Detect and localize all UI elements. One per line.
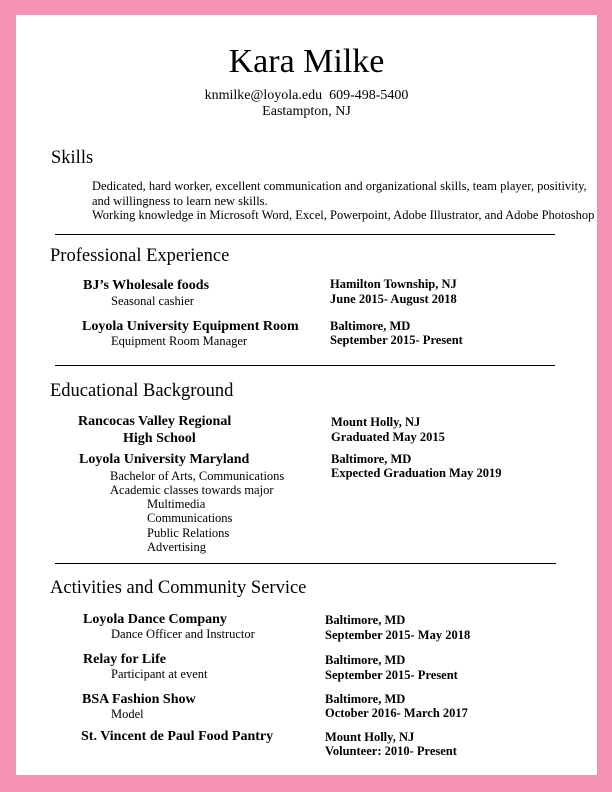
- education-dates: Graduated May 2015: [331, 430, 445, 444]
- activity-title: St. Vincent de Paul Food Pantry: [81, 729, 274, 744]
- class-item: Multimedia: [147, 497, 206, 511]
- class-item: Communications: [147, 511, 233, 525]
- activity-location: Mount Holly, NJ: [325, 730, 415, 744]
- skills-heading: Skills: [51, 148, 94, 168]
- divider: [55, 234, 555, 235]
- experience-role: Equipment Room Manager: [111, 334, 248, 348]
- skills-line-2: and willingness to learn new skills.: [92, 194, 268, 208]
- activity-dates: September 2015- Present: [325, 668, 458, 682]
- classes-label: Academic classes towards major: [110, 483, 274, 497]
- activities-heading: Activities and Community Service: [50, 578, 307, 598]
- class-item: Public Relations: [147, 526, 230, 540]
- experience-dates: June 2015- August 2018: [330, 292, 457, 306]
- experience-location: Hamilton Township, NJ: [330, 277, 457, 291]
- class-item: Advertising: [147, 540, 207, 554]
- activity-role: Model: [111, 707, 144, 721]
- education-title: High School: [123, 431, 196, 446]
- activity-location: Baltimore, MD: [325, 613, 406, 627]
- activity-location: Baltimore, MD: [325, 653, 406, 667]
- activity-location: Baltimore, MD: [325, 692, 406, 706]
- activity-title: Relay for Life: [83, 652, 166, 667]
- email: knmilke@loyola.edu: [204, 88, 323, 103]
- activity-title: BSA Fashion Show: [82, 692, 196, 707]
- phone: 609-498-5400: [329, 88, 409, 103]
- activity-title: Loyola Dance Company: [83, 612, 227, 627]
- resume-page: [16, 15, 597, 775]
- resume-name: Kara Milke: [228, 43, 385, 80]
- experience-location: Baltimore, MD: [330, 319, 411, 333]
- education-dates: Expected Graduation May 2019: [331, 466, 502, 480]
- activity-dates: September 2015- May 2018: [325, 628, 471, 642]
- contact-line: [16, 88, 597, 104]
- activity-role: Participant at event: [111, 667, 208, 681]
- experience-title: Loyola University Equipment Room: [82, 319, 299, 334]
- education-title: Loyola University Maryland: [79, 452, 250, 467]
- experience-dates: September 2015- Present: [330, 333, 463, 347]
- experience-title: BJ’s Wholesale foods: [83, 278, 210, 293]
- education-title: Rancocas Valley Regional: [78, 414, 232, 429]
- skills-line-3: Working knowledge in Microsoft Word, Excel, Powerpoint, Adobe Illustrator, and Adobe Photoshop: [92, 208, 595, 222]
- activity-dates: October 2016- March 2017: [325, 706, 468, 720]
- education-location: Mount Holly, NJ: [331, 415, 421, 429]
- experience-heading: Professional Experience: [50, 246, 230, 266]
- education-heading: Educational Background: [50, 381, 234, 401]
- experience-role: Seasonal cashier: [111, 294, 194, 308]
- education-degree: Bachelor of Arts, Communications: [110, 469, 285, 483]
- divider: [55, 365, 555, 366]
- divider: [55, 563, 556, 564]
- education-location: Baltimore, MD: [331, 452, 412, 466]
- skills-line-1: Dedicated, hard worker, excellent communication and organizational skills, team player, positivity,: [92, 179, 587, 193]
- location: Eastampton, NJ: [262, 104, 351, 119]
- activity-dates: Volunteer: 2010- Present: [325, 744, 457, 758]
- activity-role: Dance Officer and Instructor: [111, 627, 255, 641]
